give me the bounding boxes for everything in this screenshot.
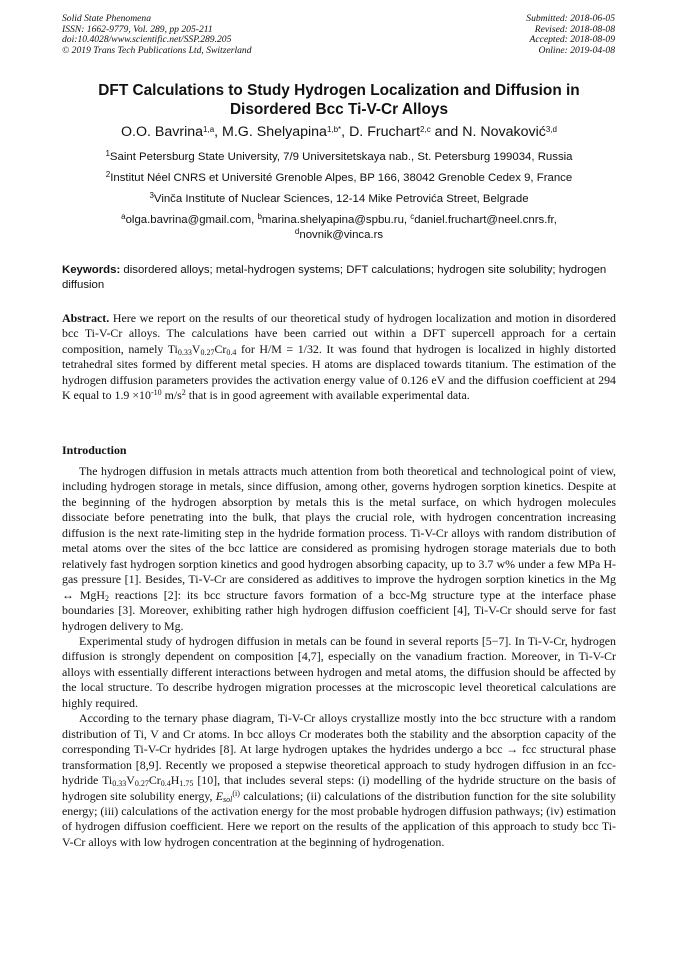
journal-name: Solid State Phenomena — [62, 13, 151, 24]
author-2-affil: 1,b* — [326, 125, 342, 134]
abstract-sup-unit: 2 — [181, 388, 186, 398]
affiliation-2-text: Institut Néel CNRS et Université Grenoble Alpes, BP 166, 38042 Grenoble Cedex 9, France — [110, 172, 573, 184]
affiliation-3-num: 3 — [149, 191, 154, 200]
intro-sub-ti: 0.33 — [112, 779, 127, 789]
title-line-1: DFT Calculations to Study Hydrogen Localization and Diffusion in — [98, 82, 580, 99]
abstract-text-6: that is in good agreement with available experimental data. — [185, 388, 470, 403]
intro-paragraph-3-text-a: According to the ternary phase diagram, Ti-V-Cr alloys crystallize mostly into the bcc structure with a random distribution of Ti, V and Cr atoms. In bcc alloys Cr moderates both the stability and the absorption capacity of the corresponding Ti-V-Cr hydrides [8]. At large hydrogen uptakes the hydrides undergo a bcc → fcc structural phase transformation [8,9]. Recently we proposed a stepwise theoretical approach to study hydrogen diffusion in an fcc-hydride Ti — [62, 711, 616, 788]
author-3-affil: 2,c — [420, 125, 431, 134]
intro-paragraph-3 — [62, 711, 616, 850]
section-heading-introduction: Introduction — [62, 443, 127, 457]
email-d[interactable]: novnik@vinca.rs — [299, 229, 384, 241]
intro-paragraph-3-text-e: [10], that includes several steps: (i) modelling of the hydride structure on the basis of hydrogen site solubility energy, — [62, 773, 616, 803]
keywords-label: Keywords: — [62, 264, 121, 276]
abstract-text-3: Cr — [214, 341, 227, 356]
issn-line: ISSN: 1662-9779, Vol. 289, pp 205-211 — [62, 23, 213, 35]
email-a-marker: a — [121, 212, 126, 221]
email-c-marker: c — [410, 212, 415, 221]
affiliation-3 — [40, 192, 638, 206]
keywords — [62, 263, 616, 293]
esol-symbol: E — [215, 788, 224, 803]
abstract-text-1: Here we report on the results of our theoretical study of hydrogen localization and motion in disordered bcc Ti-V-Cr alloys. The calculations have been carried out within a DFT supercell approach for a certain composition, namely Ti — [62, 311, 616, 356]
submitted-date: Submitted: 2018-06-05 — [526, 13, 615, 24]
author-and: and — [434, 124, 459, 140]
abstract-text-4: for H/M = 1/32. It was found that hydrogen is localized in highly distorted tetrahedral sites formed by different metal species. H atoms are displaced towards titanium. The estimation of the hydrogen diffusion parameters provides the activation energy value of 0.126 eV and the diffusion coefficient at 294 K equal to 1.9 ×10 — [62, 341, 616, 403]
intro-paragraph-1-text: The hydrogen diffusion in metals attracts much attention from both theoretical and technological point of view, including hydrogen storage in metals, since diffusion, among other, governs hydrogen sorption kinetics. Despite at the beginning of the hydrogen absorption by metals this is the metal surface, on which hydrogen molecules dissociate before penetrating into the bulk, that plays the crucial role, with hydrogen concentration increasing diffusion is the next rate-limiting step in the hydride formation process. Ti-V-Cr alloys with random distribution of metal atoms over the sites of the bcc lattice are considered as promising hydrogen storage materials due to both relatively fast hydrogen sorption kinetics and good hydrogen absorbing capacity, up to 3.7 w% under a few MPa H-gas pressure [1]. Besides, Ti-V-Cr are considered as additives to improve the hydrogen sorption kinetics in the Mg ↔ MgH — [62, 464, 616, 602]
intro-paragraph-3-text-d: H — [170, 773, 180, 788]
email-c[interactable]: daniel.fruchart@neel.cnrs.fr, — [414, 214, 557, 226]
intro-paragraph-1-sub: 2 — [104, 593, 109, 603]
abstract — [62, 311, 616, 403]
email-d-marker: d — [294, 227, 300, 236]
author-1-affil: 1,a — [203, 125, 215, 134]
author-1: O.O. Bavrina — [121, 124, 204, 140]
intro-sub-v: 0.27 — [134, 779, 149, 789]
affiliation-3-text: Vinča Institute of Nuclear Sciences, 12-14 Mike Petrovića Street, Belgrade — [153, 193, 529, 205]
title-line-2: Disordered Bcc Ti-V-Cr Alloys — [229, 101, 449, 118]
abstract-text-5: m/s — [161, 388, 182, 403]
intro-paragraph-1 — [62, 464, 616, 634]
revised-date: Revised: 2018-08-08 — [534, 23, 615, 35]
author-2: M.G. Shelyapina — [222, 124, 327, 140]
abstract-sub-ti: 0.33 — [177, 347, 192, 357]
intro-sub-h: 1.75 — [179, 779, 194, 789]
accepted-date: Accepted: 2018-08-09 — [529, 34, 615, 46]
introduction-body — [62, 464, 616, 850]
online-date: Online: 2019-04-08 — [538, 44, 615, 56]
abstract-sup-exp: -10 — [150, 388, 162, 398]
abstract-sub-v: 0.27 — [200, 347, 215, 357]
affiliation-1 — [40, 150, 638, 164]
affiliation-1-text: Saint Petersburg State University, 7/9 Universitetskaya nab., St. Petersburg 199034, Russia — [109, 151, 573, 163]
email-b-marker: b — [257, 212, 262, 221]
intro-paragraph-3-text-b: V — [126, 773, 135, 788]
intro-paragraph-3-text-f: calculations; (ii) calculations of the distribution function for the site solubility energy; (iii) calculations of the activation energy for the most probable hydrogen diffusion pathways; (iv) estimation of hydrogen diffusion coefficient. Here we report on the results of the application of this approach to study bcc Ti-V-Cr alloys with low hydrogen concentration at the beginning of hydrogenation. — [62, 788, 617, 849]
author-emails — [40, 213, 638, 243]
email-line-1 — [40, 213, 638, 228]
abstract-label: Abstract. — [62, 311, 110, 325]
intro-paragraph-2: Experimental study of hydrogen diffusion in metals can be found in several reports [5−7]. In Ti-V-Cr, hydrogen diffusion is strongly dependent on composition [4,7], especially on the vanadium fraction. Moreover, in Ti-V-Cr alloys with essentially different interactions between hydrogen and metal atoms, the diffusion should be affected by the local structure. To describe hydrogen migration processes at the microscopic level theoretical calculations are highly required. — [62, 633, 616, 710]
esol-subscript: sol — [223, 794, 233, 804]
intro-paragraph-1-end: reactions [2]: its bcc structure favors formation of a bcc-Mg structure type at the interface phase boundaries [3]. Moreover, exhibiting rather high hydrogen diffusion coefficient [4], Ti-V-Cr should serve for fast hydrogen delivery to Mg. — [62, 587, 616, 633]
author-list: O.O. Bavrina$^{1,a}$, M.G. Shelyapina$^{1,b*}$, D. Fruchart$^{2,c}$ and N. Novaković$^{3,d}$ — [121, 124, 557, 140]
abstract-sub-cr: 0.4 — [226, 347, 237, 357]
doi-line: doi:10.4028/www.scientific.net/SSP.289.205 — [62, 34, 232, 46]
author-4-affil: 3,d — [545, 125, 557, 134]
intro-sub-cr: 0.4 — [160, 779, 171, 789]
keywords-text: disordered alloys; metal-hydrogen systems; DFT calculations; hydrogen site solubility; hydrogen diffusion — [62, 264, 607, 291]
author-4: N. Novaković — [462, 124, 546, 140]
copyright-line: © 2019 Trans Tech Publications Ltd, Switzerland — [62, 44, 252, 56]
publication-dates — [526, 14, 615, 56]
author-3: D. Fruchart — [349, 124, 421, 140]
journal-info — [62, 14, 252, 56]
intro-paragraph-3-text-c: Cr — [148, 773, 161, 788]
email-a[interactable]: olga.bavrina@gmail.com, — [125, 214, 255, 226]
esol-superscript: (i) — [232, 788, 240, 798]
affiliation-2 — [40, 171, 638, 185]
email-line-2 — [40, 228, 638, 243]
abstract-text-2: V — [191, 341, 201, 356]
email-b[interactable]: marina.shelyapina@spbu.ru, — [261, 214, 408, 226]
affiliation-2-num: 2 — [105, 170, 111, 179]
paper-title — [62, 81, 616, 119]
affiliation-1-num: 1 — [105, 149, 110, 158]
